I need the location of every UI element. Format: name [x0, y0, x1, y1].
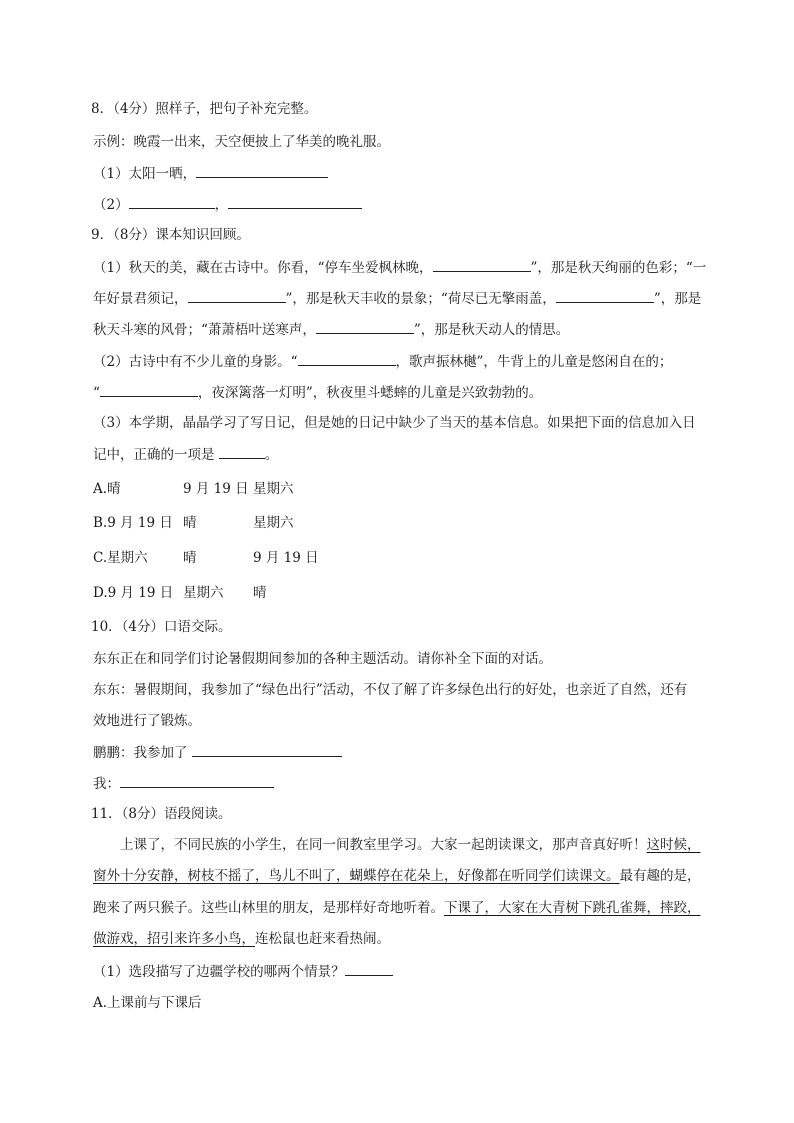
passage-text: 上课了，不同民族的小学生，在同一间教室里学习。大家一起朗读课文，那声音真好听！ [120, 837, 647, 853]
q8-example: 示例：晚霞一出来，天空便披上了华美的晚礼服。 [93, 134, 390, 150]
q9-p2-text: “ [93, 385, 100, 401]
q9-p2-text: （2）古诗中有不少儿童的身影。“ [93, 354, 298, 370]
option-col3: 星期六 [253, 481, 294, 497]
q9-p3-text: 。 [264, 447, 279, 463]
q9-p1-text: ”，那是秋天丰收的景象；“荷尽已无擎雨盖， [285, 291, 556, 307]
q10-pengpeng-text: 鹏鹏：我参加了 [93, 745, 192, 761]
q10-intro: 东东正在和同学们讨论暑假期间参加的各种主题活动。请你补全下面的对话。 [93, 651, 552, 667]
q8-item-2-blank-a[interactable] [129, 195, 215, 209]
q11-sub1-blank[interactable] [345, 962, 393, 976]
option-label: C.星期六 [93, 550, 148, 566]
q10-me-blank[interactable] [120, 774, 274, 788]
q9-p2-line2 [93, 383, 542, 402]
q9-p1-blank-3[interactable] [556, 289, 654, 303]
passage-underlined: 下课了，大家在大青树下跳孔雀舞，摔跤， [444, 900, 701, 916]
q11-passage-line3 [93, 899, 701, 917]
q11-option-a[interactable]: A.上课前与下课后 [93, 995, 202, 1011]
q9-p1-text: （1）秋天的美，藏在古诗中。你看，“停车坐爱枫林晚， [93, 260, 433, 276]
q9-p2-blank-1[interactable] [298, 352, 396, 366]
option-col3: 9 月 19 日 [253, 550, 319, 566]
option-col3: 晴 [253, 585, 267, 601]
q9-p3-text: 记中，正确的一项是 [93, 447, 219, 463]
option-label: A.晴 [93, 481, 121, 497]
option-label: B.9 月 19 日 [93, 515, 173, 531]
q9-header: 9．（8分）课本知识回顾。 [91, 227, 250, 243]
q8-item-2-prefix: （2） [93, 197, 129, 213]
q9-p2-blank-2[interactable] [100, 383, 198, 397]
q9-p1-blank-1[interactable] [433, 258, 531, 272]
q9-p3-answer-blank[interactable] [219, 445, 265, 459]
q11-sub1-text: （1）选段描写了边疆学校的哪两个情景？ [93, 964, 345, 980]
q11-passage-line1 [120, 836, 701, 854]
q10-pengpeng [93, 743, 342, 762]
q9-p1-line3 [93, 320, 569, 339]
q8-item-2-blank-b[interactable] [228, 195, 362, 209]
q10-pengpeng-blank[interactable] [192, 743, 342, 757]
passage-underlined: 窗外十分安静，树枝不摇了，鸟儿不叫了，蝴蝶停在花朵上，好像都在听同学们读课文。 [93, 868, 620, 884]
q9-p3-line2 [93, 445, 278, 464]
q9-p2-text: ，夜深篱落一灯明”，秋夜里斗蟋蟀的儿童是兴致勃勃的。 [197, 385, 543, 401]
q9-p1-line2 [93, 289, 701, 308]
option-col2: 星期六 [183, 585, 224, 601]
passage-underlined: 这时候， [646, 837, 701, 853]
q11-header: 11．（8分）语段阅读。 [91, 806, 232, 822]
option-label: D.9 月 19 日 [93, 585, 174, 601]
passage-underlined: 做游戏，招引来许多小鸟， [93, 931, 255, 947]
passage-text: 最有趣的是， [619, 868, 701, 884]
q10-dongdong-line1: 东东：暑假期间，我参加了“绿色出行”活动，不仅了解了许多绿色出行的好处，也亲近了自然，还有 [93, 682, 688, 698]
q11-passage-line4 [93, 930, 390, 948]
option-col2: 晴 [183, 515, 197, 531]
q8-item-1-blank[interactable] [196, 164, 328, 178]
q11-sub1 [93, 962, 393, 981]
q9-p1-text: 秋天斗寒的风骨；“萧萧梧叶送寒声， [93, 322, 316, 338]
q8-item-1 [93, 164, 328, 183]
q9-p1-line1 [93, 258, 706, 277]
q9-p3-line1: （3）本学期，晶晶学习了写日记，但是她的日记中缺少了当天的基本信息。如果把下面的信息加入日 [93, 415, 696, 431]
q8-item-2 [93, 195, 362, 214]
q11-passage-line2 [93, 867, 701, 885]
q9-p2-text: ，歌声振林樾”，牛背上的儿童是悠闲自在的； [395, 354, 673, 370]
q9-p1-text: ”，那是秋天绚丽的色彩；“一 [530, 260, 707, 276]
q9-p1-blank-2[interactable] [188, 289, 286, 303]
option-col2: 9 月 19 日 [183, 481, 249, 497]
q9-p1-blank-4[interactable] [316, 320, 414, 334]
passage-text: 跑来了两只猴子。这些山林里的朋友，是那样好奇地听着。 [93, 900, 444, 916]
q9-p1-text: 年好景君须记， [93, 291, 188, 307]
q9-p1-text: ”，那是秋天动人的情思。 [413, 322, 570, 338]
option-col2: 晴 [183, 550, 197, 566]
q10-me [93, 774, 274, 793]
q9-p2-line1 [93, 352, 672, 371]
q8-item-1-prefix: （1）太阳一晒， [93, 166, 197, 182]
q10-dongdong-line2: 效地进行了锻炼。 [93, 713, 201, 729]
option-col3: 星期六 [253, 515, 294, 531]
q8-item-2-comma: ， [214, 197, 229, 213]
passage-text: 连松鼠也赶来看热闹。 [255, 931, 390, 947]
q8-header: 8．（4分）照样子，把句子补充完整。 [91, 101, 318, 117]
q10-me-text: 我： [93, 776, 120, 792]
q9-p1-text: ”，那是 [653, 291, 702, 307]
q10-header: 10．（4分）口语交际。 [91, 619, 232, 635]
